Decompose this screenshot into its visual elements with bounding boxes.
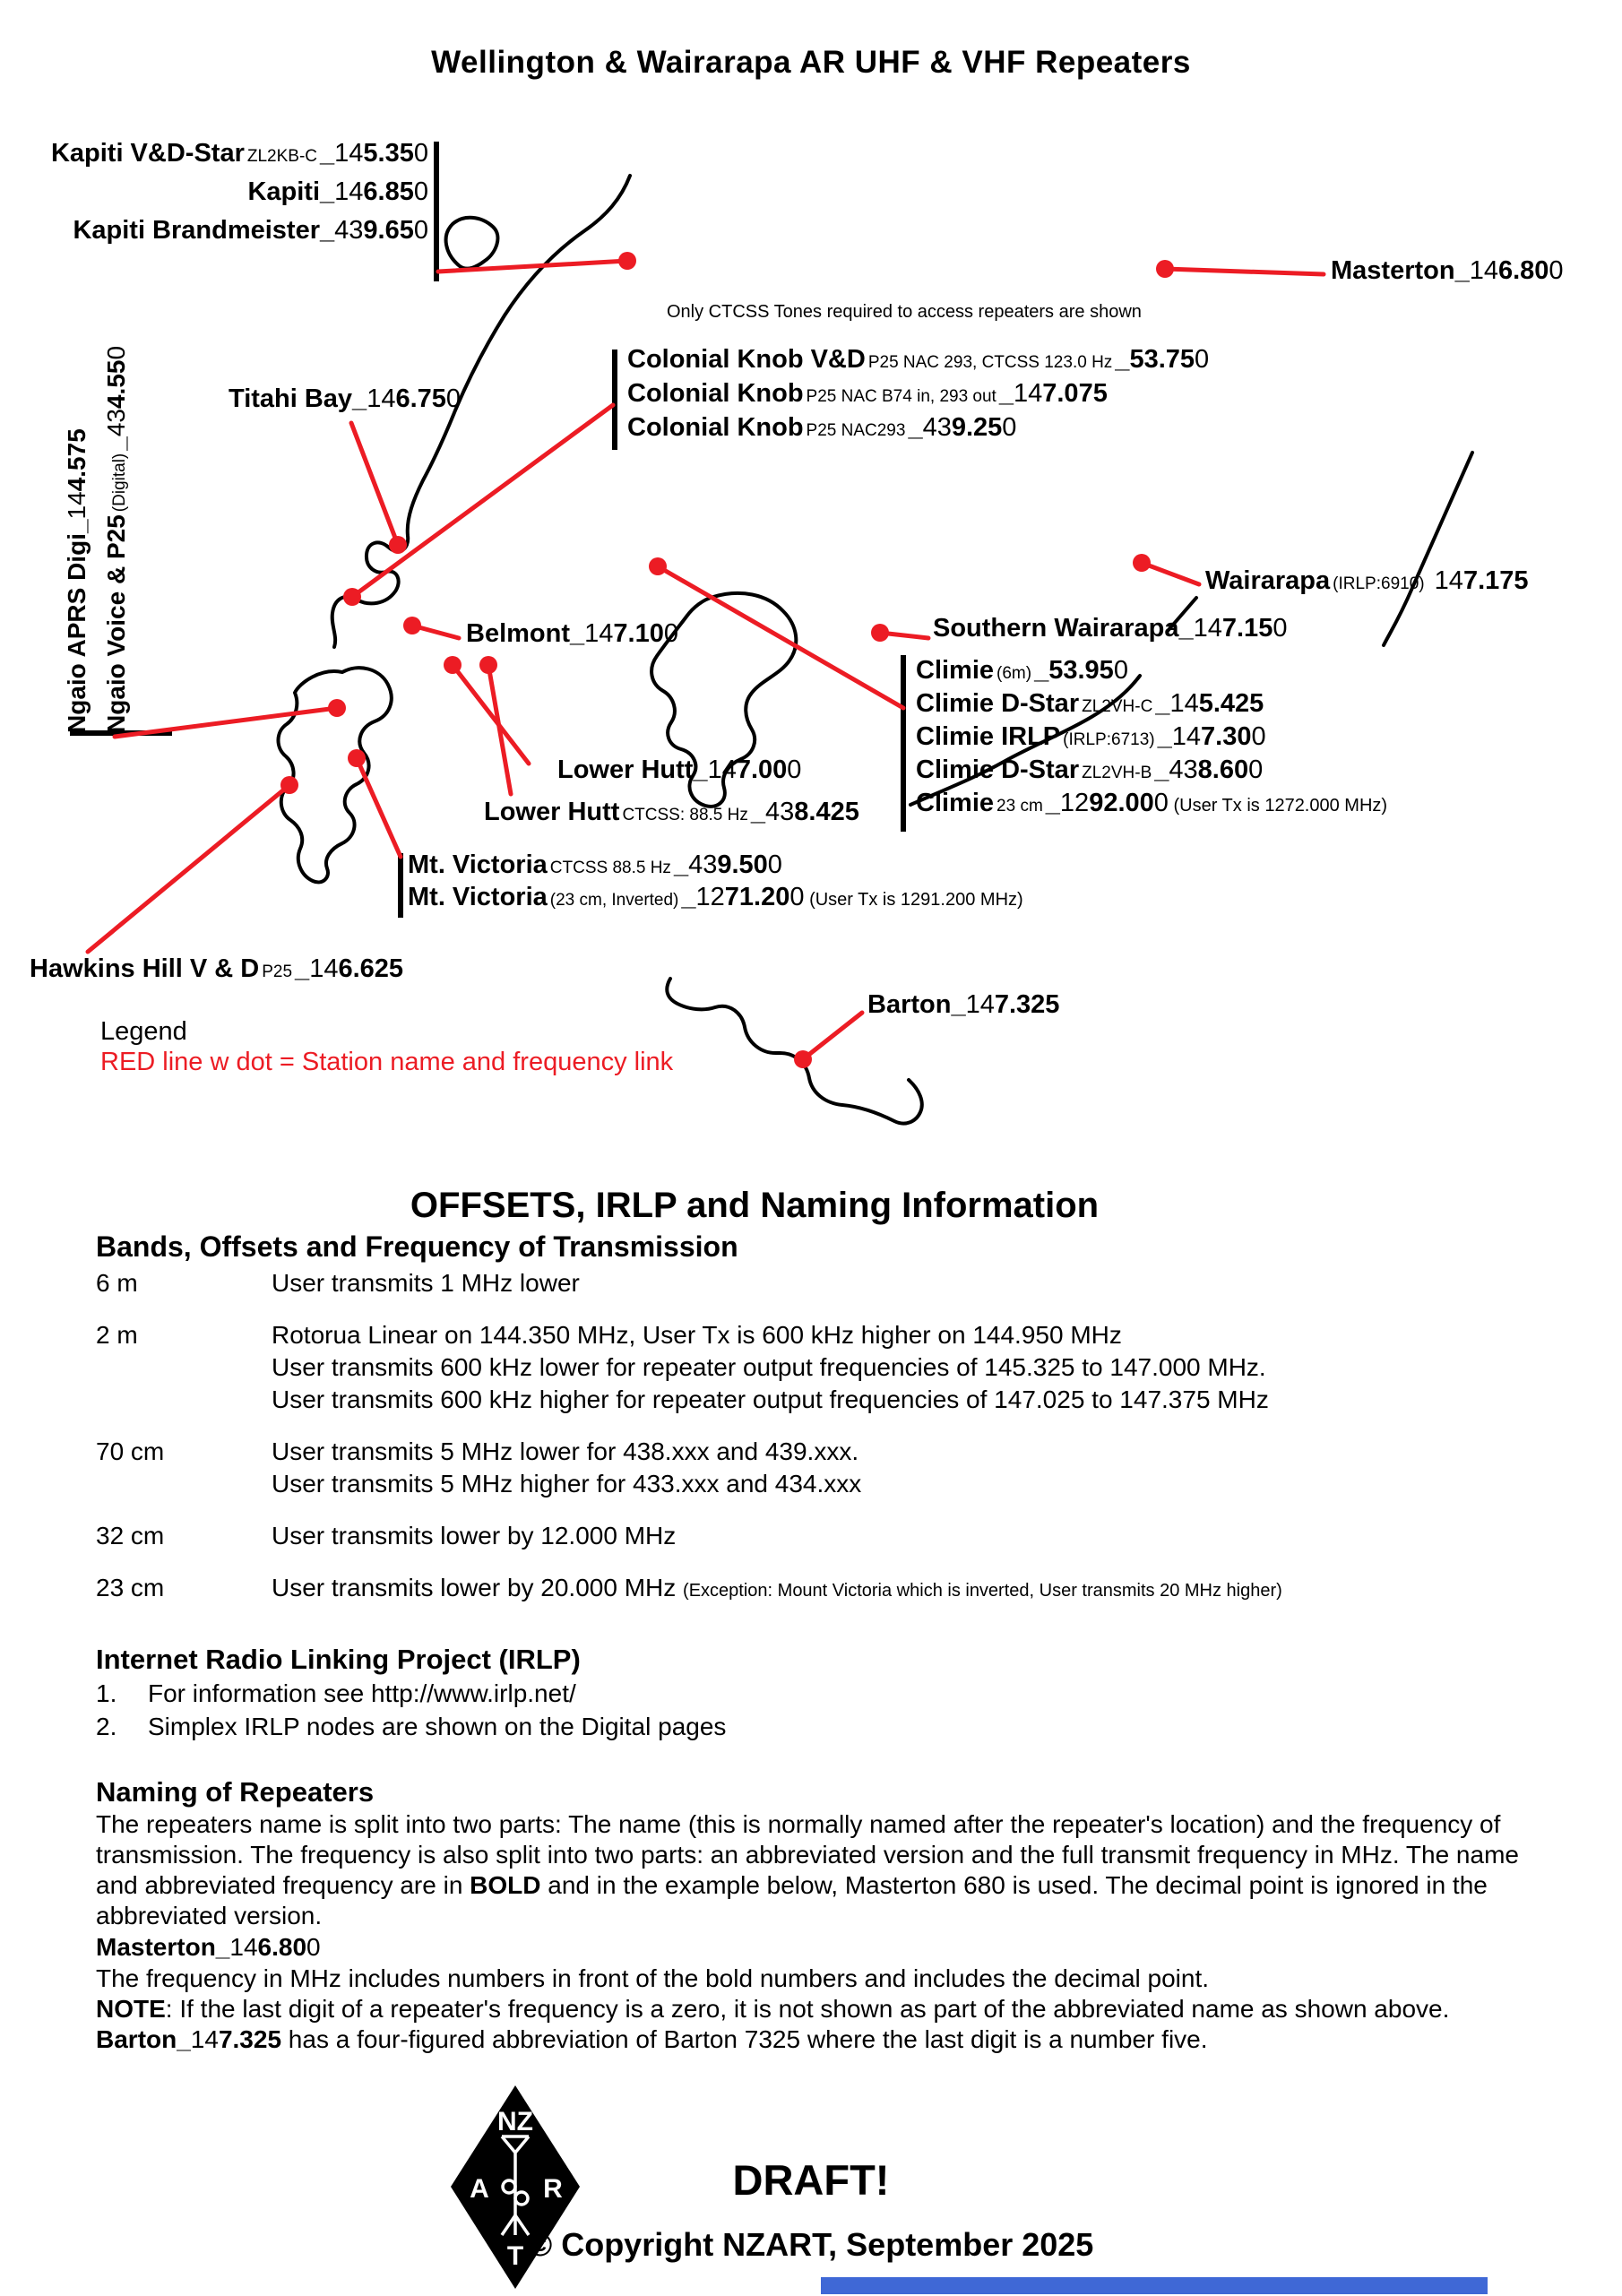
bands-heading: Bands, Offsets and Frequency of Transmission (96, 1230, 738, 1263)
map-label-masterton (1331, 257, 1564, 284)
text-segment: _ (681, 883, 696, 911)
text-segment: Climie D-Star (916, 689, 1080, 718)
text-segment: 14 (1013, 379, 1043, 408)
station-link-line (351, 423, 398, 545)
band-description-line (272, 1468, 861, 1500)
station-link-line (115, 708, 337, 737)
text-segment: 0 (1195, 345, 1210, 374)
station-dot (280, 776, 298, 794)
text-segment: User transmits 5 MHz lower for 438.xxx and 439.xxx. (272, 1437, 859, 1465)
text-segment: 14 (707, 755, 737, 784)
band-row (96, 1572, 1539, 1607)
station-link-line (1165, 269, 1324, 274)
text-segment: 14 (965, 990, 995, 1019)
band-description (272, 1267, 580, 1299)
text-segment: 6.80 (1497, 256, 1549, 285)
text-segment: 43 (102, 409, 130, 437)
band-description-line (272, 1384, 1269, 1416)
map-label-colonial-knob-vd (627, 346, 1209, 373)
text-segment: Climie D-Star (916, 755, 1080, 784)
text-segment: 7.325 (994, 990, 1060, 1019)
text-segment: 43 (922, 413, 952, 442)
text-segment: 0 (1153, 789, 1169, 817)
text-segment: CTCSS 88.5 Hz (549, 859, 671, 877)
text-segment: 8.425 (794, 798, 859, 826)
text-segment: 7.10 (613, 619, 664, 648)
text-segment: 9.25 (951, 413, 1003, 442)
text-segment: and in the example below, Masterton 680 is used. The decimal point is ignored in the abbreviated version. (96, 1871, 1488, 1929)
text-segment: Masterton_ (1331, 256, 1470, 285)
text-segment: Colonial Knob V&D (627, 345, 866, 374)
text-segment: 9.50 (717, 850, 768, 879)
map-label-colonial-knob-70cm (627, 414, 1016, 441)
text-segment: 14 (1193, 614, 1222, 643)
text-segment: 9.65 (363, 216, 414, 245)
text-segment: _ (320, 139, 335, 168)
text-segment: _ (1154, 755, 1169, 784)
text-segment: 0 (445, 384, 462, 413)
text-segment: 0 (767, 850, 782, 879)
band-description-line (272, 1351, 1269, 1384)
text-segment: User transmits lower by 12.000 MHz (272, 1522, 677, 1549)
map-label-legend-title (100, 1018, 187, 1045)
station-link-line (88, 785, 289, 952)
text-segment: Kapiti Brandmeister_ (73, 216, 335, 245)
station-dot (1133, 554, 1151, 572)
irlp-list-item (96, 1710, 1539, 1743)
text-segment: 5.425 (1198, 689, 1264, 718)
text-segment: The frequency in MHz includes numbers in front of the bold numbers and includes the decimal point. (96, 1964, 1210, 1992)
band-name: 6 m (96, 1269, 138, 1297)
text-segment: Barton_ (867, 990, 966, 1019)
text-segment: Mt. Victoria (408, 883, 548, 911)
map-label-kapiti-vdstar (51, 140, 428, 167)
copyright-text: © Copyright NZART, September 2025 (528, 2226, 1094, 2263)
map-label-climie-23cm (916, 790, 1387, 816)
text-segment: 14 (190, 2025, 219, 2053)
text-segment: 0 (413, 216, 428, 245)
text-segment: BOLD (470, 1871, 541, 1899)
band-description (272, 1436, 861, 1500)
station-dot (403, 617, 421, 634)
text-segment: 0 (1002, 413, 1017, 442)
station-link-line (488, 665, 511, 794)
text-segment: ZL2KB-C (246, 147, 317, 166)
text-segment: P25 NAC293 (806, 421, 906, 440)
map-label-ngaio-aprs-digi (57, 249, 97, 733)
map-label-ngaio-voice-p25 (97, 249, 140, 733)
band-row (96, 1520, 1539, 1552)
text-segment: 14 (1171, 722, 1202, 751)
text-segment: 0 (1549, 256, 1564, 285)
band-name: 23 cm (96, 1574, 165, 1601)
text-segment: P25 NAC 293, CTCSS 123.0 Hz (867, 353, 1113, 372)
map-label-climie-dstar-b (916, 756, 1263, 783)
band-row (96, 1267, 1539, 1299)
text-segment: The repeaters name is split into two parts: The name (this is normally named after the repeater's location) and the frequency of transmission. The frequency is also split into two parts: an abbreviated version and the full transmit frequency in MHz. The name and abbreviated frequency are in (96, 1810, 1519, 1899)
text-segment: Kapiti V&D-Star (50, 139, 245, 168)
text-segment: _ (1115, 345, 1130, 374)
text-segment: 7.30 (1201, 722, 1252, 751)
naming-paragraph (96, 1809, 1539, 1931)
text-segment: 14 (63, 491, 91, 520)
text-segment: 0 (1113, 656, 1128, 685)
east-coastline (1384, 453, 1472, 645)
text-segment: Masterton_ (96, 1933, 230, 1961)
logo-letter-a: A (470, 2174, 489, 2204)
text-segment: _ (295, 954, 310, 983)
text-segment: Barton_ (96, 2025, 191, 2053)
map-label-climie-dstar-c (916, 690, 1264, 717)
map-label-legend-text (100, 1049, 673, 1075)
text-segment: (User Tx is 1291.200 MHz) (804, 890, 1023, 910)
text-segment: _ (1155, 689, 1170, 718)
naming-example (96, 1931, 1539, 1964)
text-segment: 5.35 (363, 139, 414, 168)
map-label-mt-victoria-70cm (408, 851, 782, 878)
station-dot (348, 749, 366, 767)
text-segment: _ (102, 436, 130, 451)
text-segment: 0 (102, 345, 130, 360)
station-dot (328, 699, 346, 717)
text-segment: 7.175 (1462, 566, 1529, 595)
text-segment: 43 (334, 216, 364, 245)
map-label-colonial-knob-2m (627, 380, 1108, 407)
station-link-line (803, 1013, 862, 1059)
text-segment: Colonial Knob (627, 379, 804, 408)
text-segment: 7.15 (1221, 614, 1273, 643)
naming-note-text (96, 1994, 1539, 2055)
text-segment: 6.80 (257, 1933, 307, 1961)
footer-blue-bar (821, 2277, 1488, 2294)
text-segment: User transmits 600 kHz higher for repeater output frequencies of 147.025 to 147.375 MHz (272, 1385, 1269, 1413)
text-segment: 14 (309, 954, 339, 983)
text-segment: (IRLP:6910) (1333, 574, 1425, 593)
band-description-line (272, 1319, 1269, 1351)
text-segment: 43 (688, 850, 718, 879)
station-dot (444, 656, 462, 674)
text-segment: _ (673, 850, 689, 879)
map-label-hawkins-hill (30, 955, 403, 982)
text-segment: (6m) (996, 664, 1032, 683)
text-segment: 7.00 (736, 755, 788, 784)
station-dot (794, 1050, 812, 1068)
station-dot (649, 557, 667, 575)
text-segment: Ngaio APRS Digi_ (63, 519, 91, 733)
naming-heading: Naming of Repeaters (96, 1776, 375, 1808)
band-description-line (272, 1267, 580, 1299)
text-segment: 53.95 (1048, 656, 1114, 685)
text-segment: _ (1045, 789, 1060, 817)
text-segment: 7.075 (1042, 379, 1108, 408)
text-segment: : If the last digit of a repeater's frequency is a zero, it is not shown as part of the abbreviated name as shown above. (165, 1995, 1450, 2023)
list-text: Simplex IRLP nodes are shown on the Digital pages (148, 1713, 727, 1740)
text-segment: CTCSS: 88.5 Hz (622, 806, 748, 824)
map-label-climie-irlp (916, 723, 1266, 750)
text-segment: 14 (1427, 566, 1463, 595)
text-segment: 0 (1251, 722, 1266, 751)
text-segment: (IRLP:6713) (1063, 730, 1155, 749)
text-segment: 43 (1169, 755, 1198, 784)
page-title: Wellington & Wairarapa AR UHF & VHF Repeaters (431, 45, 1191, 80)
text-segment: 6.85 (363, 177, 414, 206)
text-segment: _ (1157, 722, 1172, 751)
text-segment: 14 (1169, 689, 1199, 718)
station-dot (389, 536, 407, 554)
text-segment: 0 (413, 177, 428, 206)
text-segment: ZL2VH-C (1082, 697, 1153, 716)
irlp-heading: Internet Radio Linking Project (IRLP) (96, 1644, 581, 1675)
band-description-line (272, 1436, 861, 1468)
text-segment: 14 (334, 177, 364, 206)
text-segment: 14 (229, 1933, 258, 1961)
logo-letter-nz: NZ (497, 2107, 533, 2136)
text-segment: 0 (306, 1933, 321, 1961)
text-segment: 8.60 (1197, 755, 1249, 784)
text-segment: 0 (413, 139, 428, 168)
text-segment: 92.00 (1089, 789, 1154, 817)
text-segment: Rotorua Linear on 144.350 MHz, User Tx is 600 kHz higher on 144.950 MHz (272, 1321, 1122, 1349)
text-segment: 71.20 (724, 883, 790, 911)
band-description-line (272, 1520, 676, 1552)
text-segment: 0 (1273, 614, 1288, 643)
ngaio-vertical-labels (57, 249, 140, 733)
text-segment: Climie (916, 656, 995, 685)
text-segment: User transmits lower by 20.000 MHz (272, 1574, 684, 1601)
text-segment: 6.75 (395, 384, 446, 413)
map-label-wairarapa (1205, 567, 1529, 594)
text-segment: 7.325 (218, 2025, 282, 2053)
text-segment: User transmits 1 MHz lower (272, 1269, 580, 1297)
map-label-mt-victoria-23cm (408, 884, 1023, 911)
station-dot (871, 624, 889, 642)
bands-table (96, 1267, 1539, 1607)
text-segment: 4.55 (102, 359, 130, 410)
text-segment: Lower Hutt (484, 798, 620, 826)
logo-letter-t: T (506, 2241, 524, 2271)
text-segment: Legend (100, 1017, 187, 1046)
list-number: 1. (96, 1679, 117, 1707)
kapiti-island-outline (446, 218, 498, 269)
text-segment: _ (1034, 656, 1049, 685)
map-label-kapiti (247, 178, 428, 205)
band-description (272, 1572, 1282, 1607)
band-name: 32 cm (96, 1522, 165, 1549)
map-label-titahi-bay (229, 385, 461, 412)
map-label-southern-wairarapa (933, 615, 1287, 642)
list-number: 2. (96, 1713, 117, 1740)
station-dot (1156, 260, 1174, 278)
list-text: For information see http://www.irlp.net/ (148, 1679, 576, 1707)
band-name: 70 cm (96, 1437, 165, 1465)
map-label-ctcss-note (667, 296, 1142, 323)
map-label-kapiti-brandmeister (73, 217, 428, 244)
text-segment: P25 NAC B74 in, 293 out (806, 387, 996, 406)
irlp-list (96, 1677, 1539, 1743)
text-segment: Mt. Victoria (408, 850, 548, 879)
text-segment: 14 (1469, 256, 1498, 285)
text-segment: (User Tx is 1272.000 MHz) (1168, 796, 1388, 816)
text-segment: Colonial Knob (627, 413, 804, 442)
map-label-climie-6m (916, 657, 1128, 684)
text-segment: ZL2VH-B (1082, 764, 1152, 782)
text-segment: Belmont_ (466, 619, 585, 648)
text-segment: Climie IRLP (916, 722, 1061, 751)
text-segment: 0 (789, 883, 805, 911)
text-segment: RED line w dot = Station name and frequency link (100, 1048, 674, 1076)
text-segment: 6.625 (338, 954, 404, 983)
text-segment: Only CTCSS Tones required to access repeaters are shown (667, 302, 1142, 322)
text-segment: has a four-figured abbreviation of Barton 7325 where the last digit is a number five. (281, 2025, 1208, 2053)
band-description-line (272, 1572, 1282, 1607)
map-label-lower-hutt-2m (557, 756, 801, 783)
text-segment: NOTE (96, 1995, 166, 2023)
text-segment: (Exception: Mount Victoria which is inverted, User transmits 20 MHz higher) (683, 1581, 1282, 1601)
text-segment: 14 (367, 384, 396, 413)
text-segment: Hawkins Hill V & D (30, 954, 260, 983)
text-segment: 43 (765, 798, 795, 826)
text-segment: Lower Hutt_ (557, 755, 708, 784)
map-label-belmont (466, 620, 678, 647)
text-segment: Southern Wairarapa_ (933, 614, 1194, 643)
text-segment: 12 (695, 883, 725, 911)
text-segment: (Digital) (110, 453, 129, 513)
text-segment: 23 cm (996, 797, 1043, 816)
band-row (96, 1319, 1539, 1416)
station-link-line (352, 405, 613, 597)
text-segment: Titahi Bay_ (229, 384, 367, 413)
info-section (96, 1185, 1539, 2055)
repeater-map (0, 0, 1622, 1147)
map-label-lower-hutt-70cm (484, 798, 859, 825)
station-dot (618, 252, 636, 270)
text-segment: 0 (787, 755, 802, 784)
text-segment: _ (998, 379, 1014, 408)
text-segment: _ (750, 798, 766, 826)
map-label-barton (867, 991, 1059, 1018)
offsets-heading: OFFSETS, IRLP and Naming Information (410, 1186, 1100, 1225)
text-segment: _ (908, 413, 923, 442)
naming-post-text (96, 1964, 1539, 1994)
station-link-line (438, 261, 627, 272)
irlp-list-item (96, 1677, 1539, 1710)
text-segment: Ngaio Voice & P25 (102, 514, 130, 733)
band-row (96, 1436, 1539, 1500)
text-segment: User transmits 5 MHz higher for 433.xxx and 434.xxx (272, 1470, 862, 1498)
text-segment: Climie (916, 789, 995, 817)
station-dot (343, 588, 361, 606)
text-segment: 12 (1059, 789, 1090, 817)
text-segment: (23 cm, Inverted) (549, 891, 679, 910)
text-segment: 53.75 (1129, 345, 1195, 374)
logo-letter-r: R (543, 2174, 563, 2204)
text-segment: 4.575 (63, 428, 91, 492)
station-link-line (357, 758, 401, 857)
text-segment: 0 (1248, 755, 1264, 784)
band-description (272, 1319, 1269, 1416)
band-description (272, 1520, 676, 1552)
text-segment: Wairarapa (1205, 566, 1331, 595)
text-segment: User transmits 600 kHz lower for repeater output frequencies of 145.325 to 147.000 MHz. (272, 1353, 1266, 1381)
text-segment: Kapiti_ (247, 177, 335, 206)
text-segment: P25 (262, 962, 293, 981)
station-dot (479, 656, 497, 674)
text-segment: 14 (334, 139, 364, 168)
text-segment: 14 (584, 619, 614, 648)
draft-watermark: DRAFT! (732, 2156, 890, 2204)
station-link-line (1142, 563, 1199, 584)
band-name: 2 m (96, 1321, 138, 1349)
text-segment: 0 (663, 619, 678, 648)
station-link-line (658, 566, 903, 708)
